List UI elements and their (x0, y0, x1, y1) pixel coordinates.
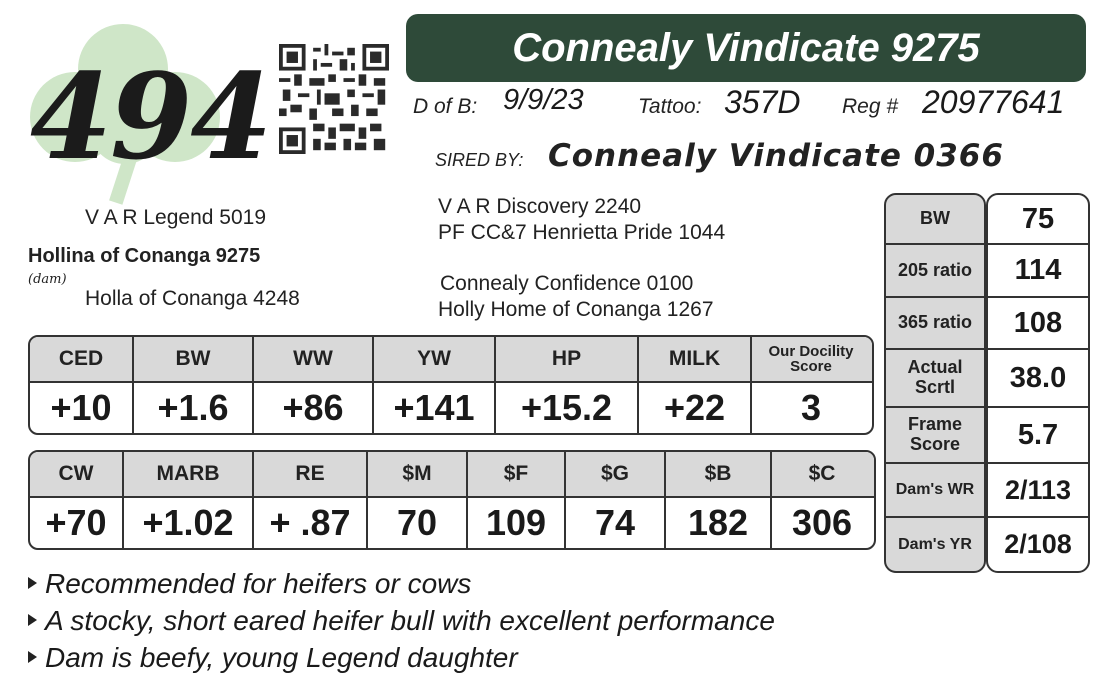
epd-header: MILK (639, 337, 752, 381)
stat-value: 114 (1014, 254, 1062, 286)
epd-header-docility: Our Docility Score (768, 343, 854, 375)
reg-label: Reg # (842, 95, 899, 118)
epd-header: CW (30, 452, 124, 496)
epd-header: YW (374, 337, 496, 381)
epd-value: 70 (368, 498, 468, 548)
bullet-arrow-icon (28, 614, 37, 626)
stat-label: Dam's YR (898, 535, 972, 553)
epd-header: $M (368, 452, 468, 496)
epd-value: 109 (468, 498, 566, 548)
tattoo-value: 357D (724, 84, 801, 120)
stat-label: Frame Score (907, 414, 963, 454)
performance-stats (884, 193, 1090, 573)
reg-number: 20977641 (922, 84, 1065, 120)
epd-value: + .87 (254, 498, 368, 548)
note-text: A stocky, short eared heifer bull with excellent performance (45, 605, 775, 636)
sire-name: Connealy Vindicate 0366 (548, 138, 1004, 174)
note-text: Dam is beefy, young Legend daughter (45, 642, 518, 673)
stat-label: BW (920, 208, 950, 229)
note-item (28, 605, 775, 637)
stat-label: Actual Scrtl (907, 357, 963, 397)
epd-value: +1.6 (134, 383, 254, 433)
epd-header: MARB (124, 452, 254, 496)
pedigree-dam: Hollina of Conanga 9275 (28, 245, 261, 267)
epd-value: 182 (666, 498, 772, 548)
stat-value: 38.0 (1009, 361, 1067, 394)
epd-header: BW (134, 337, 254, 381)
epd-table-2 (28, 450, 876, 550)
pedigree-sire-sire: V A R Discovery 2240 (438, 195, 642, 218)
epd-header: $C (808, 462, 836, 485)
birth-label: D of B: (413, 95, 478, 118)
pedigree-dam-sire: V A R Legend 5019 (85, 206, 266, 229)
epd-value: +15.2 (496, 383, 639, 433)
stat-value: 108 (1013, 306, 1063, 339)
epd-value: 306 (791, 502, 853, 543)
note-text: Recommended for heifers or cows (45, 568, 472, 599)
tattoo-label: Tattoo: (638, 95, 702, 118)
sire-label: SIRED BY: (435, 150, 524, 170)
stat-value: 2/108 (1004, 529, 1072, 559)
epd-header: $F (468, 452, 566, 496)
epd-value: +10 (30, 383, 134, 433)
note-item (28, 568, 471, 600)
note-item (28, 642, 518, 674)
dam-label: (dam) (28, 272, 67, 287)
epd-header: $G (566, 452, 666, 496)
lot-number: 494 (30, 47, 271, 186)
pedigree-sire-dam: PF CC&7 Henrietta Pride 1044 (438, 221, 726, 244)
stat-value: 2/113 (1004, 474, 1072, 505)
epd-value: +70 (30, 498, 124, 548)
pedigree-dam-sire-sire: Connealy Confidence 0100 (440, 272, 694, 295)
pedigree-dam-sire-dam: Holly Home of Conanga 1267 (438, 298, 714, 321)
epd-value: 3 (800, 387, 822, 428)
qr-code-icon[interactable] (276, 44, 392, 154)
epd-value: 74 (566, 498, 666, 548)
epd-table-1 (28, 335, 874, 435)
epd-value: +141 (374, 383, 496, 433)
bullet-arrow-icon (28, 577, 37, 589)
epd-header: WW (254, 337, 374, 381)
epd-value: +86 (254, 383, 374, 433)
epd-header: CED (30, 337, 134, 381)
epd-header: RE (254, 452, 368, 496)
animal-name: Connealy Vindicate 9275 (512, 26, 980, 70)
epd-header: $B (666, 452, 772, 496)
title-bar (406, 14, 1086, 82)
birth-date: 9/9/23 (503, 84, 584, 116)
stat-label: Dam's WR (895, 481, 975, 499)
pedigree-dam-dam: Holla of Conanga 4248 (85, 287, 300, 310)
epd-value: +22 (639, 383, 752, 433)
stat-value: 75 (1021, 202, 1055, 235)
bullet-arrow-icon (28, 651, 37, 663)
epd-header: HP (496, 337, 639, 381)
stat-value: 5.7 (1017, 418, 1059, 451)
epd-value: +1.02 (124, 498, 254, 548)
stat-label: 205 ratio (897, 259, 973, 280)
stat-label: 365 ratio (897, 312, 973, 333)
